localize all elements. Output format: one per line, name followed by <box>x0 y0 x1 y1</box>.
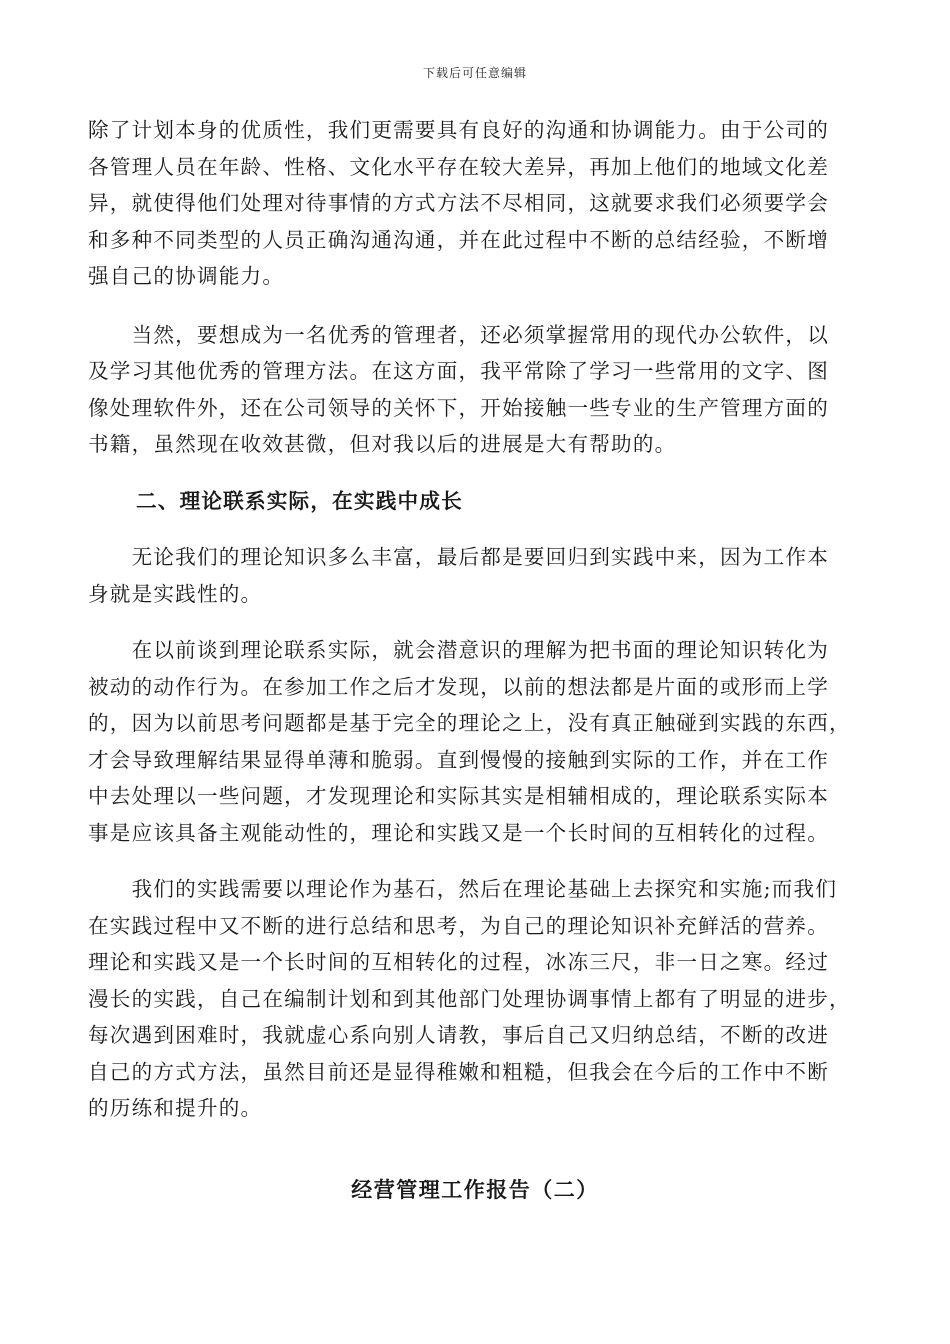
text-line: 及学习其他优秀的管理方法。在这方面，我平常除了学习一些常用的文字、图 <box>88 359 829 383</box>
text-line: 异，就使得他们处理对待事情的方式方法不尽相同，这就要求我们必须要学会 <box>88 191 829 215</box>
header-note: 下载后可任意编辑 <box>422 66 527 80</box>
text-line: 无论我们的理论知识多么丰富，最后都是要回归到实践中来，因为工作本 <box>88 545 829 569</box>
text-line: 才会导致理解结果显得单薄和脆弱。直到慢慢的接触到实际的工作，并在工作 <box>88 747 829 772</box>
text-line: 被动的动作行为。在参加工作之后才发现，以前的想法都是片面的或形而上学 <box>88 674 829 699</box>
text-line: 除了计划本身的优质性，我们更需要具有良好的沟通和协调能力。由于公司的 <box>88 118 829 142</box>
paragraph-office-software <box>88 317 852 463</box>
text-line: 书籍，虽然现在收效甚微，但对我以后的进展是大有帮助的。 <box>88 432 677 456</box>
paragraph-foundation <box>88 871 852 1127</box>
text-line: 身就是实践性的。 <box>88 581 263 606</box>
text-line: 中去处理以一些问题，才发现理论和实际其实是相辅相成的，理论联系实际本 <box>88 784 829 808</box>
text-line: 在以前谈到理论联系实际，就会潜意识的理解为把书面的理论知识转化为 <box>88 638 829 662</box>
text-line: 的，因为以前思考问题都是基于完全的理论之上，没有真正触碰到实践的东西， <box>88 711 851 735</box>
document-body <box>88 112 852 1147</box>
paragraph-practice-intro <box>88 539 852 612</box>
section-heading: 二、理论联系实际，在实践中成长 <box>136 488 463 513</box>
text-line: 理论和实践又是一个长时间的互相转化的过程，冰冻三尺，非一日之寒。经过 <box>88 950 829 974</box>
text-line: 当然，要想成为一名优秀的管理者，还必须掌握常用的现代办公软件，以 <box>88 322 829 347</box>
text-line: 我们的实践需要以理论作为基石，然后在理论基础上去探究和实施;而我们 <box>88 877 838 901</box>
paragraph-theory-practice <box>88 632 852 851</box>
text-line: 每次遇到困难时，我就虚心系向别人请教，事后自己又归纳总结，不断的改进 <box>88 1023 829 1047</box>
text-line: 自己的方式方法，虽然目前还是显得稚嫩和粗糙，但我会在今后的工作中不断 <box>88 1059 829 1084</box>
text-line: 像处理软件外，还在公司领导的关怀下，开始接触一些专业的生产管理方面的 <box>88 395 829 420</box>
text-line: 漫长的实践，自己在编制计划和到其他部门处理协调事情上都有了明显的进步， <box>88 986 851 1011</box>
text-line: 的历练和提升的。 <box>88 1096 263 1120</box>
text-line: 各管理人员在年龄、性格、文化水平存在较大差异，再加上他们的地域文化差 <box>88 154 829 179</box>
text-line: 强自己的协调能力。 <box>88 264 285 288</box>
text-line: 和多种不同类型的人员正确沟通沟通，并在此过程中不断的总结经验，不断增 <box>88 227 829 252</box>
paragraph-communication <box>88 112 852 295</box>
text-line: 在实践过程中又不断的进行总结和思考，为自己的理论知识补充鲜活的营养。 <box>88 913 829 938</box>
report-title: 经营管理工作报告（二） <box>351 1177 599 1202</box>
text-line: 事是应该具备主观能动性的，理论和实践又是一个长时间的互相转化的过程。 <box>88 820 829 845</box>
